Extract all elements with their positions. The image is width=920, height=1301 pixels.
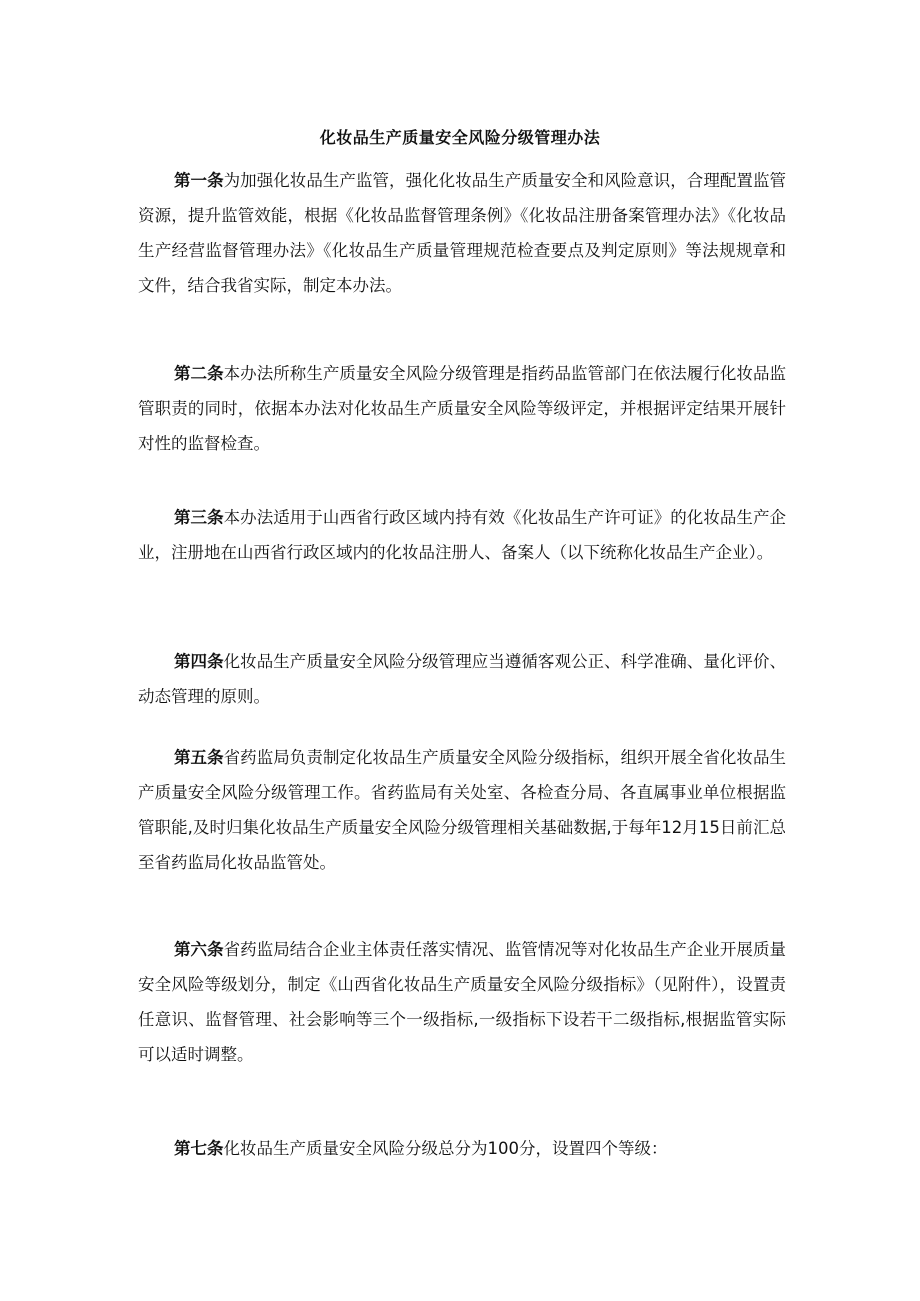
article-number: 第一条 [174,171,224,190]
article-6 [138,932,786,1072]
article-number: 第二条 [174,364,224,383]
article-text: 省药监局负责制定化妆品生产质量安全风险分级指标，组织开展全省化妆品生产质量安全风险分级管理工作。省药监局有关处室、各检查分局、各直属事业单位根据监管职能,及时归集化妆品生产质量安全风险分级管理相关基础数据,于每年12月15日前汇总至省药监局化妆品监管处。 [138,748,786,872]
article-text: 化妆品生产质量安全风险分级总分为100分，设置四个等级： [223,1139,668,1158]
article-text: 本办法适用于山西省行政区域内持有效《化妆品生产许可证》的化妆品生产企业，注册地在山西省行政区域内的化妆品注册人、备案人（以下统称化妆品生产企业）。 [138,508,786,562]
article-5 [138,740,786,880]
article-number: 第三条 [174,508,224,527]
article-text: 省药监局结合企业主体责任落实情况、监管情况等对化妆品生产企业开展质量安全风险等级划分，制定《山西省化妆品生产质量安全风险分级指标》（见附件），设置责任意识、监督管理、社会影响等三个一级指标,一级指标下设若干二级指标,根据监管实际可以适时调整。 [138,940,786,1064]
article-number: 第五条 [174,748,224,767]
article-text: 本办法所称生产质量安全风险分级管理是指药品监管部门在依法履行化妆品监管职责的同时，依据本办法对化妆品生产质量安全风险等级评定，并根据评定结果开展针对性的监督检查。 [138,364,786,453]
article-number: 第七条 [174,1139,224,1158]
article-3 [138,500,786,570]
article-1 [138,163,786,303]
article-number: 第六条 [174,940,224,959]
article-2 [138,356,786,461]
article-text: 为加强化妆品生产监管，强化化妆品生产质量安全和风险意识，合理配置监管资源，提升监管效能，根据《化妆品监督管理条例》《化妆品注册备案管理办法》《化妆品生产经营监督管理办法》《化妆品生产质量管理规范检查要点及判定原则》等法规规章和文件，结合我省实际，制定本办法。 [138,171,786,295]
article-number: 第四条 [174,652,224,671]
article-7 [138,1131,786,1166]
article-4 [138,644,786,714]
article-text: 化妆品生产质量安全风险分级管理应当遵循客观公正、科学准确、量化评价、动态管理的原则。 [138,652,786,706]
document-title: 化妆品生产质量安全风险分级管理办法 [319,128,601,147]
